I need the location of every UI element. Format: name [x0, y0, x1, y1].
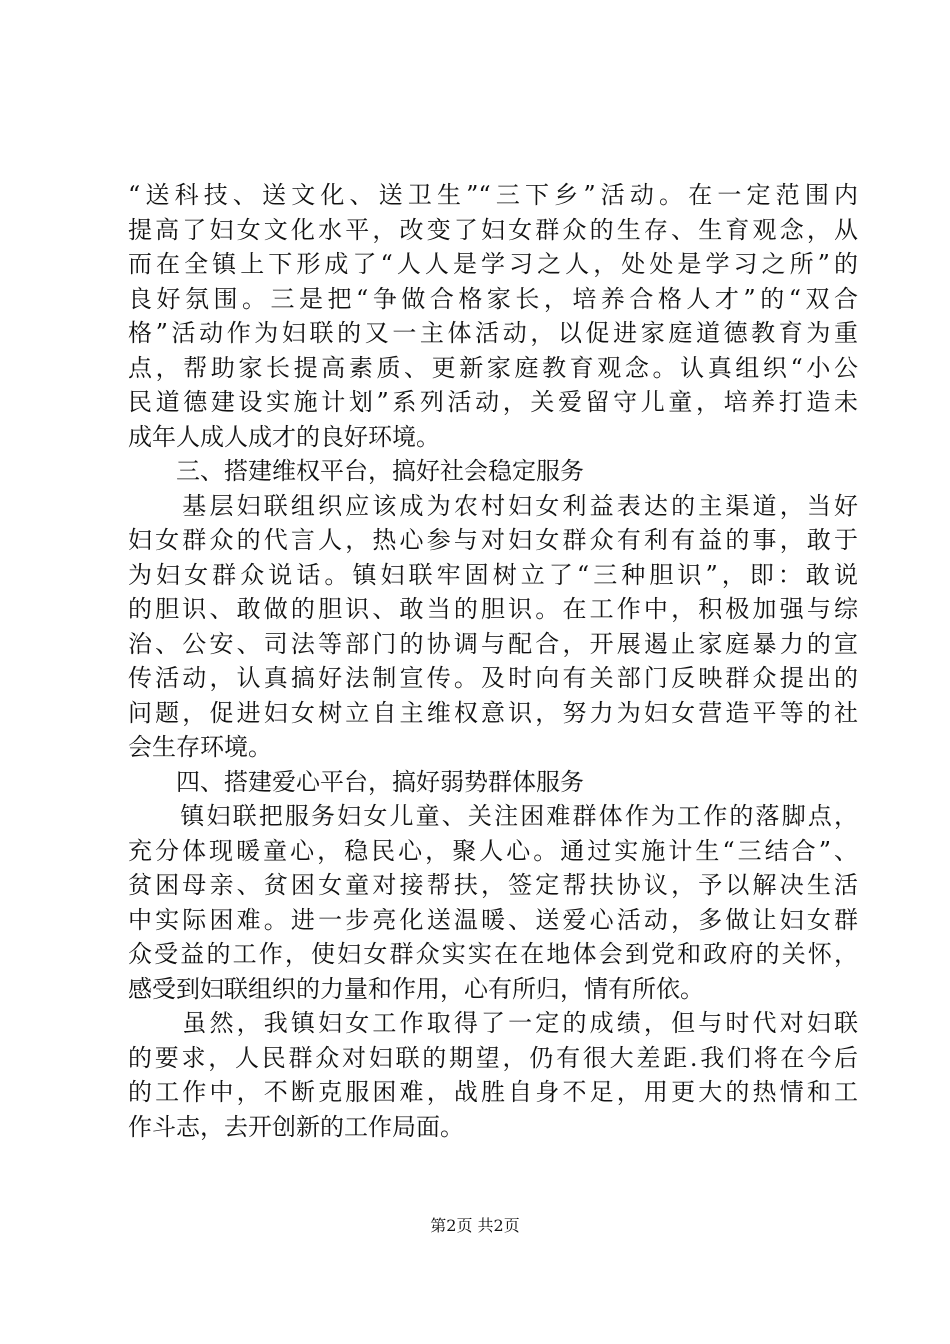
text-line: 问题，促进妇女树立自主维权意识，努力为妇女营造平等的社 — [128, 698, 858, 727]
text-line: 格”活动作为妇联的又一主体活动，以促进家庭道德教育为重 — [128, 319, 858, 347]
text-line: 作斗志，去开创新的工作局面。 — [128, 1112, 464, 1141]
document-body — [128, 178, 858, 1144]
text-line: 虽然，我镇妇女工作取得了一定的成绩，但与时代对妇联 — [128, 1009, 858, 1037]
text-line: 而在全镇上下形成了“人人是学习之人，处处是学习之所”的 — [128, 250, 858, 278]
text-line: 点，帮助家长提高素质、更新家庭教育观念。认真组织“小公 — [128, 353, 858, 382]
text-line: 三、搭建维权平台，搞好社会稳定服务 — [128, 457, 584, 485]
text-line: 治、公安、司法等部门的协调与配合，开展遏止家庭暴力的宣 — [128, 629, 858, 658]
text-line: 传活动，认真搞好法制宣传。及时向有关部门反映群众提出的 — [128, 664, 858, 692]
text-line: 民道德建设实施计划”系列活动，关爱留守儿童，培养打造未 — [128, 388, 858, 416]
page-number-footer: 第2页 共2页 — [430, 1216, 520, 1235]
text-line: 为妇女群众说话。镇妇联牢固树立了“三种胆识”，即：敢说 — [128, 560, 858, 589]
text-line: 镇妇联把服务妇女儿童、关注困难群体作为工作的落脚点， — [128, 802, 858, 830]
text-line: 贫困母亲、贫困女童对接帮扶，签定帮扶协议，予以解决生活 — [128, 871, 858, 899]
text-line: 众受益的工作，使妇女群众实实在在地体会到党和政府的关怀， — [128, 940, 858, 968]
text-line: 提高了妇女文化水平，改变了妇女群众的生存、生育观念，从 — [128, 215, 858, 244]
text-line: 良好氛围。三是把“争做合格家长，培养合格人才”的“双合 — [128, 284, 858, 313]
text-line: 成年人成人成才的良好环境。 — [128, 422, 440, 451]
text-line: 的工作中，不断克服困难，战胜自身不足，用更大的热情和工 — [128, 1078, 858, 1106]
text-line: 四、搭建爱心平台，搞好弱势群体服务 — [128, 767, 584, 796]
text-line: 妇女群众的代言人，热心参与对妇女群众有利有益的事，敢于 — [128, 526, 858, 554]
text-line: 充分体现暖童心，稳民心，聚人心。通过实施计生“三结合”、 — [128, 836, 858, 865]
text-line: 基层妇联组织应该成为农村妇女利益表达的主渠道，当好 — [128, 491, 858, 520]
text-line: 会生存环境。 — [128, 733, 272, 761]
text-line: 的胆识、敢做的胆识、敢当的胆识。在工作中，积极加强与综 — [128, 595, 858, 623]
text-line: “送科技、送文化、送卫生”“三下乡”活动。在一定范围内 — [128, 181, 858, 209]
text-line: 的要求，人民群众对妇联的期望，仍有很大差距.我们将在今后 — [128, 1043, 858, 1072]
text-line: 中实际困难。进一步亮化送温暖、送爱心活动，多做让妇女群 — [128, 905, 858, 934]
text-line: 感受到妇联组织的力量和作用，心有所归，情有所依。 — [128, 974, 704, 1003]
